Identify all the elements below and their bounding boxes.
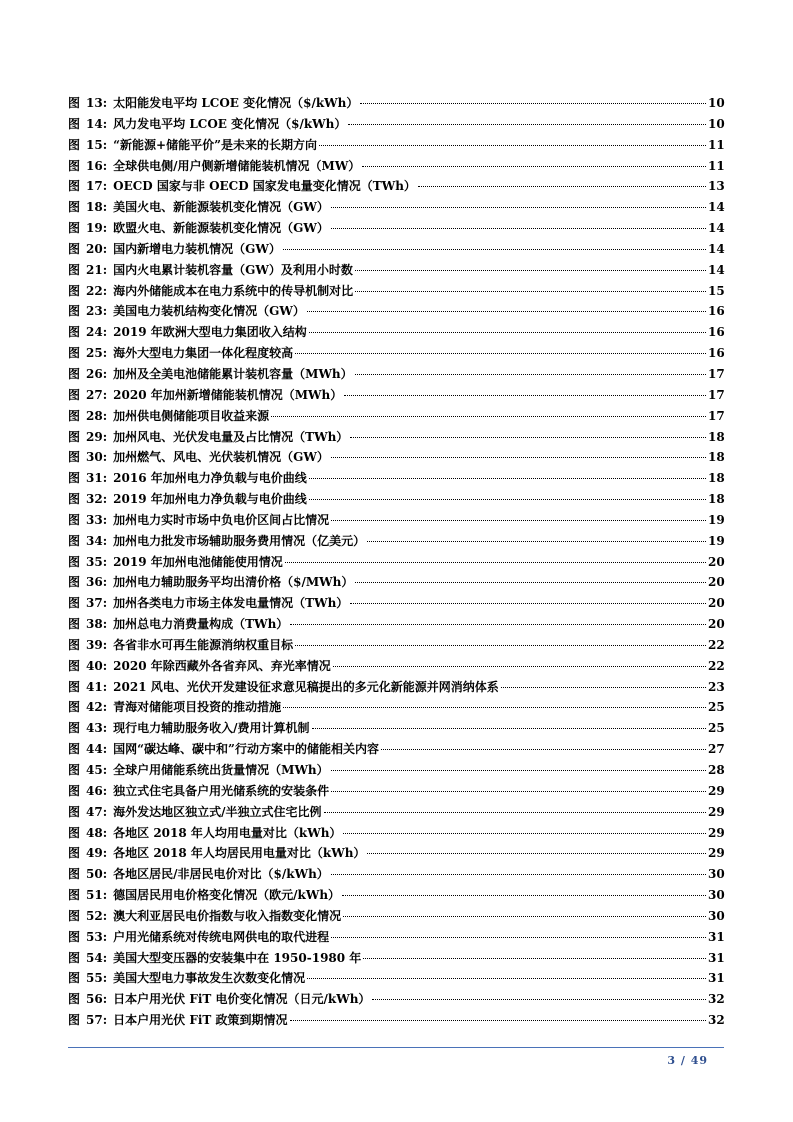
page-ref: 31 [708, 971, 725, 986]
figure-title: 全球供电侧/用户侧新增储能装机情况（MW） [113, 158, 361, 173]
page-ref: 16 [708, 325, 725, 340]
figure-title: 德国居民用电价格变化情况（欧元/kWh） [113, 888, 341, 903]
figure-label: 图 [68, 971, 81, 986]
figure-title: “新能源+储能平价”是未来的长期方向 [113, 137, 318, 152]
figure-label: 图 [68, 533, 81, 548]
figure-label: 图 [68, 763, 81, 777]
figure-number: 48: [86, 825, 108, 840]
figure-label: 图 [68, 658, 81, 673]
dot-leader [355, 374, 706, 375]
figure-label: 图 [68, 158, 81, 173]
page-ref: 30 [708, 908, 725, 923]
page-ref: 32 [708, 992, 725, 1007]
figure-label: 图 [68, 262, 81, 277]
dot-leader [343, 916, 706, 917]
figure-number: 15: [86, 137, 108, 152]
figure-number: 28: [86, 408, 108, 423]
figure-number: 49: [86, 846, 108, 861]
page-ref: 17 [708, 408, 725, 423]
figure-title: 2019 年加州电力净负载与电价曲线 [113, 492, 307, 507]
toc-entry[interactable] [68, 823, 724, 844]
figure-title: 日本户用光伏 FiT 政策到期情况 [113, 1013, 288, 1028]
toc-entry[interactable] [68, 239, 724, 260]
figure-label: 图 [68, 241, 81, 256]
page-number: 3 / 49 [667, 1054, 708, 1067]
page-ref: 22 [708, 637, 725, 652]
page-ref: 30 [708, 888, 725, 903]
dot-leader [344, 395, 706, 396]
page-ref: 29 [708, 846, 725, 861]
toc-entry[interactable] [68, 781, 724, 802]
toc-entry[interactable] [68, 364, 724, 385]
figure-number: 47: [86, 804, 108, 819]
page-ref: 29 [708, 804, 725, 819]
dot-leader [285, 562, 706, 563]
figure-title: 2019 年欧洲大型电力集团收入结构 [113, 325, 307, 340]
figure-title: 美国大型电力事故发生次数变化情况 [113, 971, 306, 986]
figure-label: 图 [68, 804, 81, 819]
toc-entry[interactable] [68, 885, 724, 906]
figure-number: 43: [86, 721, 108, 736]
dot-leader [355, 270, 706, 271]
figure-label: 图 [68, 617, 81, 632]
figure-number: 24: [86, 325, 108, 340]
toc-entry[interactable] [68, 572, 724, 593]
figure-number: 30: [86, 450, 108, 465]
toc-entry[interactable] [68, 635, 724, 656]
figure-number: 46: [86, 783, 108, 798]
figure-number: 44: [86, 742, 108, 757]
figure-number: 18: [86, 200, 108, 215]
dot-leader [309, 478, 706, 479]
page-ref: 19 [708, 533, 725, 548]
figure-label: 图 [68, 221, 81, 236]
dot-leader [319, 145, 706, 146]
dot-leader [501, 687, 706, 688]
figure-number: 36: [86, 575, 108, 590]
toc-entry[interactable] [68, 447, 724, 468]
figure-title: 独立式住宅具备户用光储系统的安装条件 [113, 783, 330, 798]
figure-number: 29: [86, 429, 108, 444]
figure-title: 各地区 2018 年人均用电量对比（kWh） [113, 825, 342, 840]
figure-label: 图 [68, 742, 81, 757]
page-ref: 18 [708, 450, 725, 465]
dot-leader [283, 707, 706, 708]
page-ref: 14 [708, 262, 725, 277]
figure-title: 2019 年加州电池储能使用情况 [113, 554, 283, 569]
page-ref: 15 [708, 283, 725, 298]
figure-number: 21: [86, 262, 108, 277]
toc-entry[interactable] [68, 843, 724, 864]
page-ref: 20 [708, 617, 725, 632]
figure-title: 现行电力辅助服务收入/费用计算机制 [113, 721, 310, 736]
figure-number: 52: [86, 908, 108, 923]
figure-title: 加州电力批发市场辅助服务费用情况（亿美元） [113, 533, 366, 548]
figure-number: 22: [86, 283, 108, 298]
figure-number: 40: [86, 658, 108, 673]
dot-leader [362, 166, 706, 167]
toc-entry[interactable] [68, 281, 724, 302]
figure-title: 风力发电平均 LCOE 变化情况（$/kWh） [113, 116, 347, 131]
dot-leader [309, 332, 706, 333]
toc-entry[interactable] [68, 656, 724, 677]
dot-leader [307, 978, 706, 979]
page-ref: 22 [708, 658, 725, 673]
toc-entry[interactable] [68, 135, 724, 156]
figure-title: 澳大利亚居民电价指数与收入指数变化情况 [113, 908, 342, 923]
figure-number: 13: [86, 96, 108, 110]
dot-leader [312, 728, 706, 729]
toc-entry[interactable] [68, 406, 724, 427]
toc-entry[interactable] [68, 510, 724, 531]
figure-label: 图 [68, 721, 81, 736]
figure-title: 海内外储能成本在电力系统中的传导机制对比 [113, 283, 354, 298]
page-ref: 30 [708, 867, 725, 882]
figure-title: 2020 年除西藏外各省弃风、弃光率情况 [113, 658, 331, 673]
figure-title: 2021 风电、光伏开发建设征求意见稿提出的多元化新能源并网消纳体系 [113, 679, 499, 694]
figure-number: 41: [86, 679, 108, 694]
figure-number: 26: [86, 366, 108, 381]
figure-label: 图 [68, 867, 81, 882]
page-ref: 13 [708, 179, 725, 194]
dot-leader [324, 812, 706, 813]
toc-entry[interactable] [68, 677, 724, 698]
page-ref: 18 [708, 429, 725, 444]
dot-leader [295, 645, 706, 646]
dot-leader [331, 874, 706, 875]
figure-label: 图 [68, 283, 81, 298]
toc-entry[interactable] [68, 343, 724, 364]
toc-entry[interactable] [68, 468, 724, 489]
figure-label: 图 [68, 825, 81, 840]
figure-label: 图 [68, 783, 81, 798]
dot-leader [372, 999, 706, 1000]
figure-title: 加州各类电力市场主体发电量情况（TWh） [113, 596, 349, 611]
figure-title: 海外大型电力集团一体化程度较高 [113, 346, 294, 361]
toc-entry[interactable] [68, 176, 724, 197]
figure-label: 图 [68, 325, 81, 340]
figure-number: 19: [86, 221, 108, 236]
toc-entry[interactable] [68, 156, 724, 177]
figure-label: 图 [68, 471, 81, 486]
figure-label: 图 [68, 992, 81, 1007]
figure-number: 17: [86, 179, 108, 194]
page-ref: 17 [708, 366, 725, 381]
dot-leader [367, 541, 706, 542]
dot-leader [331, 937, 706, 938]
dot-leader [309, 499, 706, 500]
figure-number: 45: [86, 763, 108, 777]
figure-title: 加州电力辅助服务平均出清价格（$/MWh） [113, 575, 354, 590]
figure-label: 图 [68, 637, 81, 652]
figure-title: 美国火电、新能源装机变化情况（GW） [113, 200, 329, 215]
toc-entry[interactable] [68, 114, 724, 135]
figure-title: 欧盟火电、新能源装机变化情况（GW） [113, 221, 329, 236]
toc-entry[interactable] [68, 697, 724, 718]
page-ref: 23 [708, 679, 725, 694]
page-ref: 27 [708, 742, 725, 757]
figure-label: 图 [68, 596, 81, 611]
dot-leader [290, 1020, 706, 1021]
dot-leader [418, 186, 706, 187]
figure-label: 图 [68, 450, 81, 465]
dot-leader [331, 228, 706, 229]
dot-leader [331, 770, 706, 771]
toc-entry[interactable] [68, 760, 724, 781]
toc-entry[interactable] [68, 593, 724, 614]
figure-label: 图 [68, 846, 81, 861]
dot-leader [343, 833, 706, 834]
figure-number: 32: [86, 492, 108, 507]
toc-entry[interactable] [68, 322, 724, 343]
toc-entry[interactable] [68, 864, 724, 885]
page-ref: 10 [708, 96, 725, 110]
page-ref: 10 [708, 116, 725, 131]
dot-leader [283, 249, 706, 250]
figure-number: 55: [86, 971, 108, 986]
page-ref: 20 [708, 575, 725, 590]
page-ref: 32 [708, 1013, 725, 1028]
figure-number: 33: [86, 512, 108, 527]
page-ref: 25 [708, 721, 725, 736]
figure-title: 各地区 2018 年人均居民用电量对比（kWh） [113, 846, 366, 861]
figure-number: 23: [86, 304, 108, 319]
dot-leader [363, 958, 706, 959]
page-ref: 14 [708, 221, 725, 236]
figure-title: 美国大型变压器的安装集中在 1950-1980 年 [113, 950, 362, 965]
table-of-figures [68, 93, 724, 1031]
dot-leader [350, 603, 706, 604]
toc-entry[interactable] [68, 301, 724, 322]
page-ref: 16 [708, 304, 725, 319]
toc-entry[interactable] [68, 968, 724, 989]
figure-title: 加州风电、光伏发电量及占比情况（TWh） [113, 429, 349, 444]
figure-number: 56: [86, 992, 108, 1007]
page-ref: 28 [708, 763, 725, 777]
figure-title: 国内火电累计装机容量（GW）及利用小时数 [113, 262, 353, 277]
footer-divider [68, 1047, 724, 1048]
figure-title: 2016 年加州电力净负载与电价曲线 [113, 471, 307, 486]
figure-number: 27: [86, 387, 108, 402]
toc-entry[interactable] [68, 260, 724, 281]
figure-label: 图 [68, 346, 81, 361]
dot-leader [355, 582, 706, 583]
figure-label: 图 [68, 950, 81, 965]
toc-entry[interactable] [68, 489, 724, 510]
toc-entry[interactable] [68, 614, 724, 635]
figure-number: 42: [86, 700, 108, 715]
figure-number: 51: [86, 888, 108, 903]
figure-label: 图 [68, 116, 81, 131]
figure-number: 25: [86, 346, 108, 361]
figure-label: 图 [68, 429, 81, 444]
page-ref: 17 [708, 387, 725, 402]
page-ref: 11 [708, 137, 725, 152]
figure-title: 美国电力装机结构变化情况（GW） [113, 304, 305, 319]
page-ref: 14 [708, 241, 725, 256]
page-ref: 31 [708, 950, 725, 965]
figure-title: 加州总电力消费量构成（TWh） [113, 617, 289, 632]
figure-label: 图 [68, 575, 81, 590]
figure-label: 图 [68, 929, 81, 944]
toc-entry[interactable] [68, 739, 724, 760]
figure-label: 图 [68, 1013, 81, 1028]
figure-title: 2020 年加州新增储能装机情况（MWh） [113, 387, 343, 402]
figure-title: 海外发达地区独立式/半独立式住宅比例 [113, 804, 322, 819]
page-ref: 18 [708, 492, 725, 507]
toc-entry[interactable] [68, 427, 724, 448]
figure-title: 全球户用储能系统出货量情况（MWh） [113, 763, 329, 777]
figure-title: 日本户用光伏 FiT 电价变化情况（日元/kWh） [113, 992, 371, 1007]
dot-leader [331, 207, 706, 208]
figure-label: 图 [68, 137, 81, 152]
dot-leader [331, 520, 706, 521]
figure-title: 各地区居民/非居民电价对比（$/kWh） [113, 867, 329, 882]
figure-number: 35: [86, 554, 108, 569]
figure-number: 14: [86, 116, 108, 131]
figure-title: 青海对储能项目投资的推动措施 [113, 700, 282, 715]
page-ref: 29 [708, 825, 725, 840]
page-ref: 25 [708, 700, 725, 715]
figure-label: 图 [68, 512, 81, 527]
toc-entry[interactable] [68, 802, 724, 823]
figure-number: 31: [86, 471, 108, 486]
figure-title: 太阳能发电平均 LCOE 变化情况（$/kWh） [113, 96, 359, 110]
figure-number: 57: [86, 1013, 108, 1028]
figure-label: 图 [68, 387, 81, 402]
figure-title: 加州及全美电池储能累计装机容量（MWh） [113, 366, 353, 381]
figure-label: 图 [68, 679, 81, 694]
figure-number: 16: [86, 158, 108, 173]
dot-leader [367, 853, 706, 854]
page-ref: 18 [708, 471, 725, 486]
page-ref: 11 [708, 158, 725, 173]
figure-label: 图 [68, 888, 81, 903]
dot-leader [271, 416, 706, 417]
dot-leader [342, 895, 706, 896]
figure-title: 户用光储系统对传统电网供电的取代进程 [113, 929, 330, 944]
figure-label: 图 [68, 304, 81, 319]
figure-number: 38: [86, 617, 108, 632]
toc-entry[interactable] [68, 93, 724, 114]
toc-entry[interactable] [68, 1010, 724, 1031]
toc-entry[interactable] [68, 197, 724, 218]
toc-entry[interactable] [68, 218, 724, 239]
dot-leader [348, 124, 706, 125]
toc-entry[interactable] [68, 927, 724, 948]
page-ref: 20 [708, 554, 725, 569]
toc-entry[interactable] [68, 718, 724, 739]
figure-label: 图 [68, 700, 81, 715]
toc-entry[interactable] [68, 385, 724, 406]
figure-number: 20: [86, 241, 108, 256]
toc-entry[interactable] [68, 989, 724, 1010]
toc-entry[interactable] [68, 552, 724, 573]
figure-label: 图 [68, 200, 81, 215]
figure-label: 图 [68, 179, 81, 194]
page-ref: 14 [708, 200, 725, 215]
figure-label: 图 [68, 366, 81, 381]
dot-leader [355, 291, 706, 292]
figure-title: 国内新增电力装机情况（GW） [113, 241, 281, 256]
page-ref: 19 [708, 512, 725, 527]
figure-title: 国网“碳达峰、碳中和”行动方案中的储能相关内容 [113, 742, 379, 757]
figure-title: 加州燃气、风电、光伏装机情况（GW） [113, 450, 329, 465]
figure-title: 加州电力实时市场中负电价区间占比情况 [113, 512, 330, 527]
figure-number: 37: [86, 596, 108, 611]
toc-entry[interactable] [68, 948, 724, 969]
page-ref: 16 [708, 346, 725, 361]
figure-title: OECD 国家与非 OECD 国家发电量变化情况（TWh） [113, 179, 416, 194]
figure-label: 图 [68, 408, 81, 423]
dot-leader [307, 311, 706, 312]
dot-leader [350, 437, 706, 438]
dot-leader [360, 103, 706, 104]
toc-entry[interactable] [68, 906, 724, 927]
figure-label: 图 [68, 908, 81, 923]
figure-number: 34: [86, 533, 108, 548]
figure-number: 53: [86, 929, 108, 944]
figure-title: 加州供电侧储能项目收益来源 [113, 408, 270, 423]
page-ref: 31 [708, 929, 725, 944]
figure-number: 54: [86, 950, 108, 965]
page-ref: 29 [708, 783, 725, 798]
figure-label: 图 [68, 492, 81, 507]
figure-number: 50: [86, 867, 108, 882]
figure-label: 图 [68, 554, 81, 569]
dot-leader [331, 457, 706, 458]
dot-leader [290, 624, 706, 625]
page-ref: 20 [708, 596, 725, 611]
dot-leader [331, 791, 706, 792]
dot-leader [381, 749, 706, 750]
dot-leader [295, 353, 706, 354]
figure-title: 各省非水可再生能源消纳权重目标 [113, 637, 294, 652]
toc-entry[interactable] [68, 531, 724, 552]
figure-label: 图 [68, 96, 81, 110]
figure-number: 39: [86, 637, 108, 652]
dot-leader [333, 666, 706, 667]
